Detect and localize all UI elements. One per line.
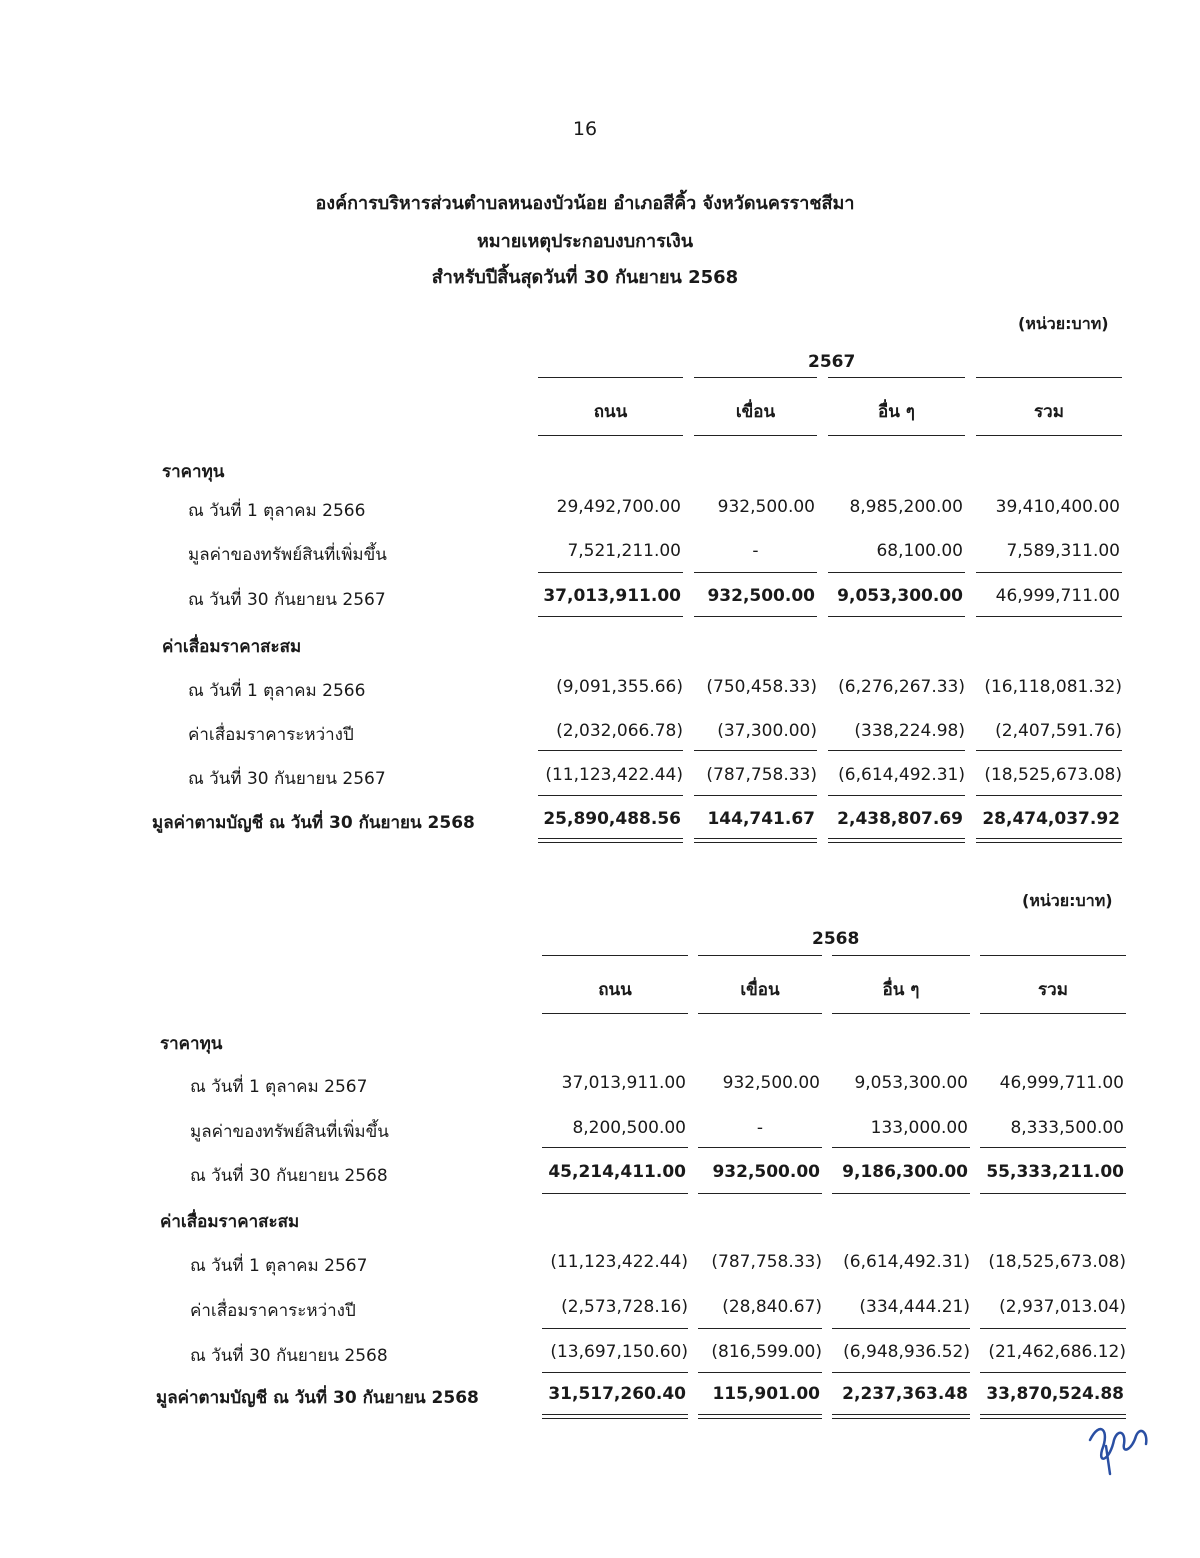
cost-total-rule (976, 616, 1122, 617)
book-value-label: มูลค่าตามบัญชี ณ วันที่ 30 กันยายน 2568 (152, 813, 475, 833)
dep-subtotal-rule (976, 750, 1122, 751)
year-header: 2567 (808, 352, 856, 372)
cost-cell: 46,999,711.00 (995, 586, 1120, 606)
depreciation-cell: (6,276,267.33) (838, 677, 965, 697)
cost-cell: 9,053,300.00 (837, 586, 963, 606)
column-bottom-rule (976, 435, 1122, 436)
column-top-rule (828, 377, 965, 378)
depreciation-cell: (6,948,936.52) (843, 1342, 970, 1362)
cost-cell: 39,410,400.00 (995, 497, 1120, 517)
dep-subtotal-rule (828, 750, 965, 751)
book-value-cell: 144,741.67 (707, 809, 815, 829)
unit-label: (หน่วย:บาท) (1018, 314, 1109, 333)
unit-label: (หน่วย:บาท) (1022, 891, 1113, 910)
heading-title: หมายเหตุประกอบงบการเงิน (476, 231, 694, 252)
cost-cell: 9,186,300.00 (842, 1162, 968, 1182)
cost-cell: 8,985,200.00 (849, 497, 963, 517)
book-value-cell: 28,474,037.92 (982, 809, 1120, 829)
dep-total-rule (980, 1372, 1126, 1373)
depreciation-row-label: ณ วันที่ 30 กันยายน 2567 (188, 769, 386, 789)
column-top-rule (542, 955, 688, 956)
depreciation-cell: (6,614,492.31) (838, 765, 965, 785)
book-value-double-rule (538, 838, 683, 843)
cost-row-label: ณ วันที่ 30 กันยายน 2568 (190, 1166, 388, 1186)
column-top-rule (976, 377, 1122, 378)
cost-total-rule (694, 616, 817, 617)
depreciation-section-label: ค่าเสื่อมราคาสะสม (160, 1212, 300, 1232)
depreciation-cell: (2,937,013.04) (999, 1297, 1126, 1317)
cost-cell: 7,589,311.00 (1006, 541, 1120, 561)
depreciation-cell: (2,573,728.16) (561, 1297, 688, 1317)
cost-row-label: ณ วันที่ 1 ตุลาคม 2567 (190, 1077, 368, 1097)
cost-subtotal-rule (980, 1147, 1126, 1148)
cost-row-label: ณ วันที่ 1 ตุลาคม 2566 (188, 501, 366, 521)
column-bottom-rule (980, 1013, 1126, 1014)
cost-total-rule (828, 616, 965, 617)
cost-cell: 37,013,911.00 (543, 586, 681, 606)
depreciation-cell: (21,462,686.12) (988, 1342, 1126, 1362)
cost-cell: 932,500.00 (722, 1073, 820, 1093)
column-header: เขื่อน (735, 402, 776, 422)
column-bottom-rule (542, 1013, 688, 1014)
cost-row-label: มูลค่าของทรัพย์สินที่เพิ่มขึ้น (188, 545, 387, 565)
dep-total-rule (828, 795, 965, 796)
depreciation-row-label: ค่าเสื่อมราคาระหว่างปี (188, 725, 354, 745)
page-number: 16 (572, 118, 598, 140)
depreciation-cell: (750,458.33) (706, 677, 817, 697)
column-header: อื่น ๆ (882, 980, 920, 1000)
column-bottom-rule (694, 435, 817, 436)
dep-subtotal-rule (832, 1328, 970, 1329)
cost-cell: 45,214,411.00 (548, 1162, 686, 1182)
heading-period: สำหรับปีสิ้นสุดวันที่ 30 กันยายน 2568 (431, 267, 739, 288)
cost-cell: 68,100.00 (876, 541, 963, 561)
cost-row-label: ณ วันที่ 30 กันยายน 2567 (188, 590, 386, 610)
column-top-rule (694, 377, 817, 378)
cost-cell: 932,500.00 (707, 586, 815, 606)
dep-total-rule (976, 795, 1122, 796)
cost-subtotal-rule (542, 1147, 688, 1148)
cost-subtotal-rule (976, 572, 1122, 573)
cost-subtotal-rule (694, 572, 817, 573)
column-top-rule (980, 955, 1126, 956)
column-header: ถนน (598, 980, 632, 1000)
dep-total-rule (832, 1372, 970, 1373)
cost-total-rule (542, 1193, 688, 1194)
depreciation-cell: (16,118,081.32) (984, 677, 1122, 697)
column-bottom-rule (698, 1013, 822, 1014)
cost-cell: 133,000.00 (870, 1118, 968, 1138)
column-top-rule (698, 955, 822, 956)
cost-total-rule (538, 616, 683, 617)
depreciation-cell: (787,758.33) (706, 765, 817, 785)
cost-subtotal-rule (698, 1147, 822, 1148)
cost-subtotal-rule (828, 572, 965, 573)
cost-total-rule (832, 1193, 970, 1194)
depreciation-cell: (28,840.67) (722, 1297, 822, 1317)
column-bottom-rule (828, 435, 965, 436)
book-value-cell: 25,890,488.56 (543, 809, 681, 829)
cost-cell: 8,200,500.00 (572, 1118, 686, 1138)
column-top-rule (538, 377, 683, 378)
heading-org: องค์การบริหารส่วนตำบลหนองบัวน้อย อำเภอสีคิ้ว จังหวัดนครราชสีมา (315, 193, 855, 214)
depreciation-cell: (18,525,673.08) (988, 1252, 1126, 1272)
depreciation-cell: (787,758.33) (711, 1252, 822, 1272)
dep-total-rule (694, 795, 817, 796)
cost-cell: 932,500.00 (717, 497, 815, 517)
book-value-cell: 2,438,807.69 (837, 809, 963, 829)
column-header: ถนน (593, 402, 628, 422)
dep-subtotal-rule (694, 750, 817, 751)
book-value-cell: 33,870,524.88 (986, 1384, 1124, 1404)
book-value-label: มูลค่าตามบัญชี ณ วันที่ 30 กันยายน 2568 (156, 1388, 479, 1408)
depreciation-cell: (816,599.00) (711, 1342, 822, 1362)
cost-cell: 8,333,500.00 (1010, 1118, 1124, 1138)
depreciation-cell: (11,123,422.44) (550, 1252, 688, 1272)
depreciation-section-label: ค่าเสื่อมราคาสะสม (162, 637, 302, 657)
column-top-rule (832, 955, 970, 956)
dep-subtotal-rule (980, 1328, 1126, 1329)
depreciation-cell: (334,444.21) (859, 1297, 970, 1317)
depreciation-cell: (6,614,492.31) (843, 1252, 970, 1272)
cost-total-rule (698, 1193, 822, 1194)
column-header: รวม (1038, 980, 1068, 1000)
cost-cell: 55,333,211.00 (986, 1162, 1124, 1182)
column-header: อื่น ๆ (878, 402, 915, 422)
depreciation-cell: (338,224.98) (854, 721, 965, 741)
cost-cell: 37,013,911.00 (561, 1073, 686, 1093)
book-value-double-rule (976, 838, 1122, 843)
dep-subtotal-rule (698, 1328, 822, 1329)
book-value-cell: 115,901.00 (712, 1384, 820, 1404)
cost-row-label: มูลค่าของทรัพย์สินที่เพิ่มขึ้น (190, 1122, 389, 1142)
cost-cell: 29,492,700.00 (556, 497, 681, 517)
column-header: รวม (1034, 402, 1064, 422)
signature (1080, 1410, 1160, 1480)
book-value-double-rule (832, 1414, 970, 1419)
cost-cell: 46,999,711.00 (999, 1073, 1124, 1093)
cost-total-rule (980, 1193, 1126, 1194)
cost-subtotal-rule (832, 1147, 970, 1148)
book-value-double-rule (694, 838, 817, 843)
cost-cell: 932,500.00 (712, 1162, 820, 1182)
column-bottom-rule (538, 435, 683, 436)
depreciation-row-label: ณ วันที่ 1 ตุลาคม 2567 (190, 1256, 368, 1276)
book-value-double-rule (698, 1414, 822, 1419)
dep-subtotal-rule (538, 750, 683, 751)
depreciation-cell: (2,407,591.76) (995, 721, 1122, 741)
column-bottom-rule (832, 1013, 970, 1014)
book-value-double-rule (542, 1414, 688, 1419)
dep-total-rule (538, 795, 683, 796)
cost-subtotal-rule (538, 572, 683, 573)
cost-section-label: ราคาทุน (162, 462, 225, 482)
depreciation-cell: (11,123,422.44) (545, 765, 683, 785)
depreciation-cell: (37,300.00) (717, 721, 817, 741)
book-value-double-rule (828, 838, 965, 843)
book-value-cell: 31,517,260.40 (548, 1384, 686, 1404)
column-header: เขื่อน (740, 980, 780, 1000)
depreciation-cell: (18,525,673.08) (984, 765, 1122, 785)
cost-cell: 7,521,211.00 (567, 541, 681, 561)
depreciation-cell: (2,032,066.78) (556, 721, 683, 741)
depreciation-row-label: ค่าเสื่อมราคาระหว่างปี (190, 1301, 356, 1321)
cost-cell: 9,053,300.00 (854, 1073, 968, 1093)
cost-section-label: ราคาทุน (160, 1034, 223, 1054)
dep-total-rule (698, 1372, 822, 1373)
book-value-cell: 2,237,363.48 (842, 1384, 968, 1404)
depreciation-cell: (13,697,150.60) (550, 1342, 688, 1362)
cost-cell: - (756, 1118, 764, 1138)
depreciation-cell: (9,091,355.66) (556, 677, 683, 697)
depreciation-row-label: ณ วันที่ 30 กันยายน 2568 (190, 1346, 388, 1366)
cost-cell: - (752, 541, 759, 561)
year-header: 2568 (812, 929, 860, 949)
depreciation-row-label: ณ วันที่ 1 ตุลาคม 2566 (188, 681, 366, 701)
dep-subtotal-rule (542, 1328, 688, 1329)
dep-total-rule (542, 1372, 688, 1373)
